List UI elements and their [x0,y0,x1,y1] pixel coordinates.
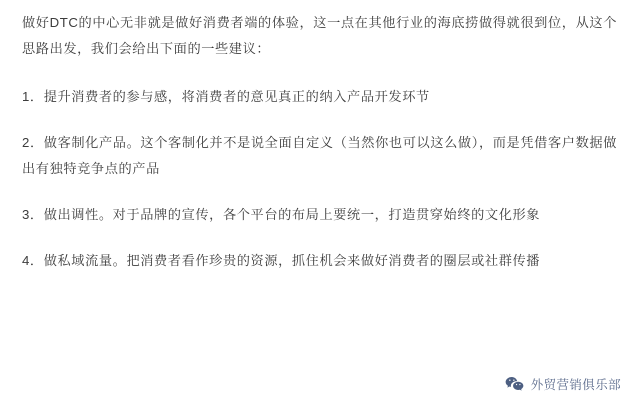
footer-account-name: 外贸营销俱乐部 [530,378,621,392]
wechat-icon [505,376,524,392]
paragraph-item-4: 4．做私域流量。把消费者看作珍贵的资源，抓住机会来做好消费者的圈层或社群传播 [22,253,541,268]
paragraph-item-1: 1．提升消费者的参与感，将消费者的意见真正的纳入产品开发环节 [22,89,430,104]
paragraph-intro: 做好DTC的中心无非就是做好消费者端的体验，这一点在其他行业的海底捞做得就很到位，从这个思路出发，我们会给出下面的一些建议： [22,15,617,56]
paragraph-item-2: 2．做客制化产品。这个客制化并不是说全面自定义（当然你也可以这么做），而是凭借客户数据做出有独特竞争点的产品 [22,135,617,176]
paragraph-item-3: 3．做出调性。对于品牌的宣传，各个平台的布局上要统一，打造贯穿始终的文化形象 [22,207,541,222]
footer-attribution [505,375,621,393]
